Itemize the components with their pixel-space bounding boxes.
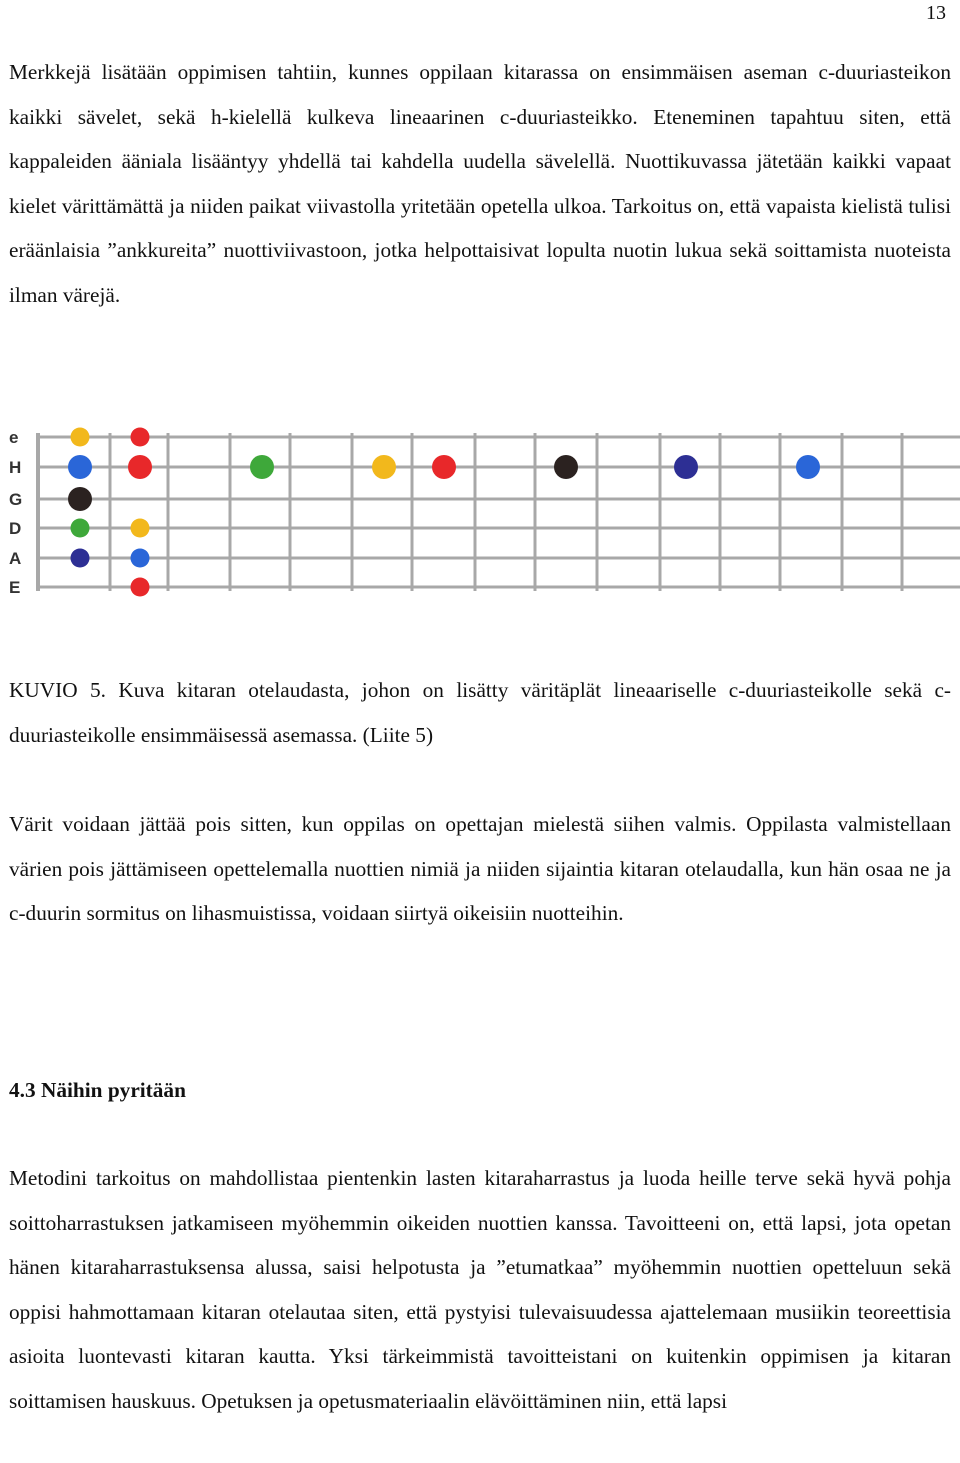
note-dot-D-fret-0 [71, 519, 90, 538]
note-dot-G-fret-0 [68, 487, 92, 511]
paragraph-intro: Merkkejä lisätään oppimisen tahtiin, kunnes oppilaan kitarassa on ensimmäisen aseman c-duuriasteikon kaikki sävelet, sekä h-kielellä kulkeva lineaarinen c-duuriasteikko. Eteneminen tapahtuu siten, että kappaleiden ääniala lisääntyy yhdellä tai kahdella uudella sävelellä. Nuottikuvassa jätetään kaikki vapaat kielet värittämättä ja niiden paikat viivastolla yritetään opetella ulkoa. Tarkoitus on, että vapaista kielistä tulisi eräänlaisia ”ankkureita” nuottiviivastoon, jotka helpottaisivat lopulta nuotin lukua sekä soittamista nuoteista ilman värejä. [9, 60, 951, 307]
string-label-G: G [9, 490, 23, 509]
section-heading: 4.3 Näihin pyritään [9, 1078, 186, 1102]
note-dot-E-fret-1 [131, 578, 150, 597]
paragraph-goals: Metodini tarkoitus on mahdollistaa pientenkin lasten kitaraharrastus ja luoda heille terve sekä hyvä pohja soittoharrastuksen jatkamiseen myöhemmin oikeiden nuottien kanssa. Tavoitteeni on, että lapsi, jota opetan hänen kitaraharrastuksensa alussa, saisi helpotusta ja ”etumatkaa” myöhemmin nuottien opetteluun sekä oppisi hahmottamaan kitaran otelautaa siten, että pystyisi tulevaisuudessa ajattelemaan musiikin teoreettisia asioita luontevasti kitaran kautta. Yksi tärkeimmistä tavoitteistani on kuitenkin oppimisen ja kitaran soittamisen hauskuus. Opetuksen ja opetusmateriaalin elävöittäminen niin, että lapsi [9, 1166, 951, 1413]
note-dot-A-fret-1 [131, 549, 150, 568]
string-label-e: e [9, 428, 19, 447]
note-dot-H-fret-8 [554, 455, 578, 479]
note-dot-H-fret-3 [250, 455, 274, 479]
note-dot-H-fret-0 [68, 455, 92, 479]
figure-caption: KUVIO 5. Kuva kitaran otelaudasta, johon on lisätty väritäplät lineaariselle c-duuriasteikolle sekä c-duuriasteikolle ensimmäisessä asemassa. (Liite 5) [9, 678, 951, 747]
string-label-H: H [9, 458, 22, 477]
fretboard-diagram [0, 410, 960, 625]
note-dot-H-fret-10 [674, 455, 698, 479]
note-dot-D-fret-1 [131, 519, 150, 538]
paragraph-colors: Värit voidaan jättää pois sitten, kun oppilas on opettajan mielestä siihen valmis. Oppilasta valmistellaan värien pois jättämiseen opettelemalla nuottien nimiä ja niiden sijaintia kitaran otelaudalla, kun hän osaa ne ja c-duurin sormitus on lihasmuistissa, voidaan siirtyä oikeisiin nuotteihin. [9, 812, 951, 926]
fretboard-figure [0, 410, 960, 625]
page-number: 13 [926, 2, 946, 24]
string-label-D: D [9, 519, 22, 538]
note-dot-H-fret-6 [432, 455, 456, 479]
note-dot-e-fret-0 [71, 428, 90, 447]
note-dot-A-fret-0 [71, 549, 90, 568]
string-label-E: E [9, 578, 21, 597]
note-dot-H-fret-12 [796, 455, 820, 479]
string-label-A: A [9, 549, 22, 568]
note-dot-H-fret-1 [128, 455, 152, 479]
note-dot-H-fret-5 [372, 455, 396, 479]
note-dot-e-fret-1 [131, 428, 150, 447]
